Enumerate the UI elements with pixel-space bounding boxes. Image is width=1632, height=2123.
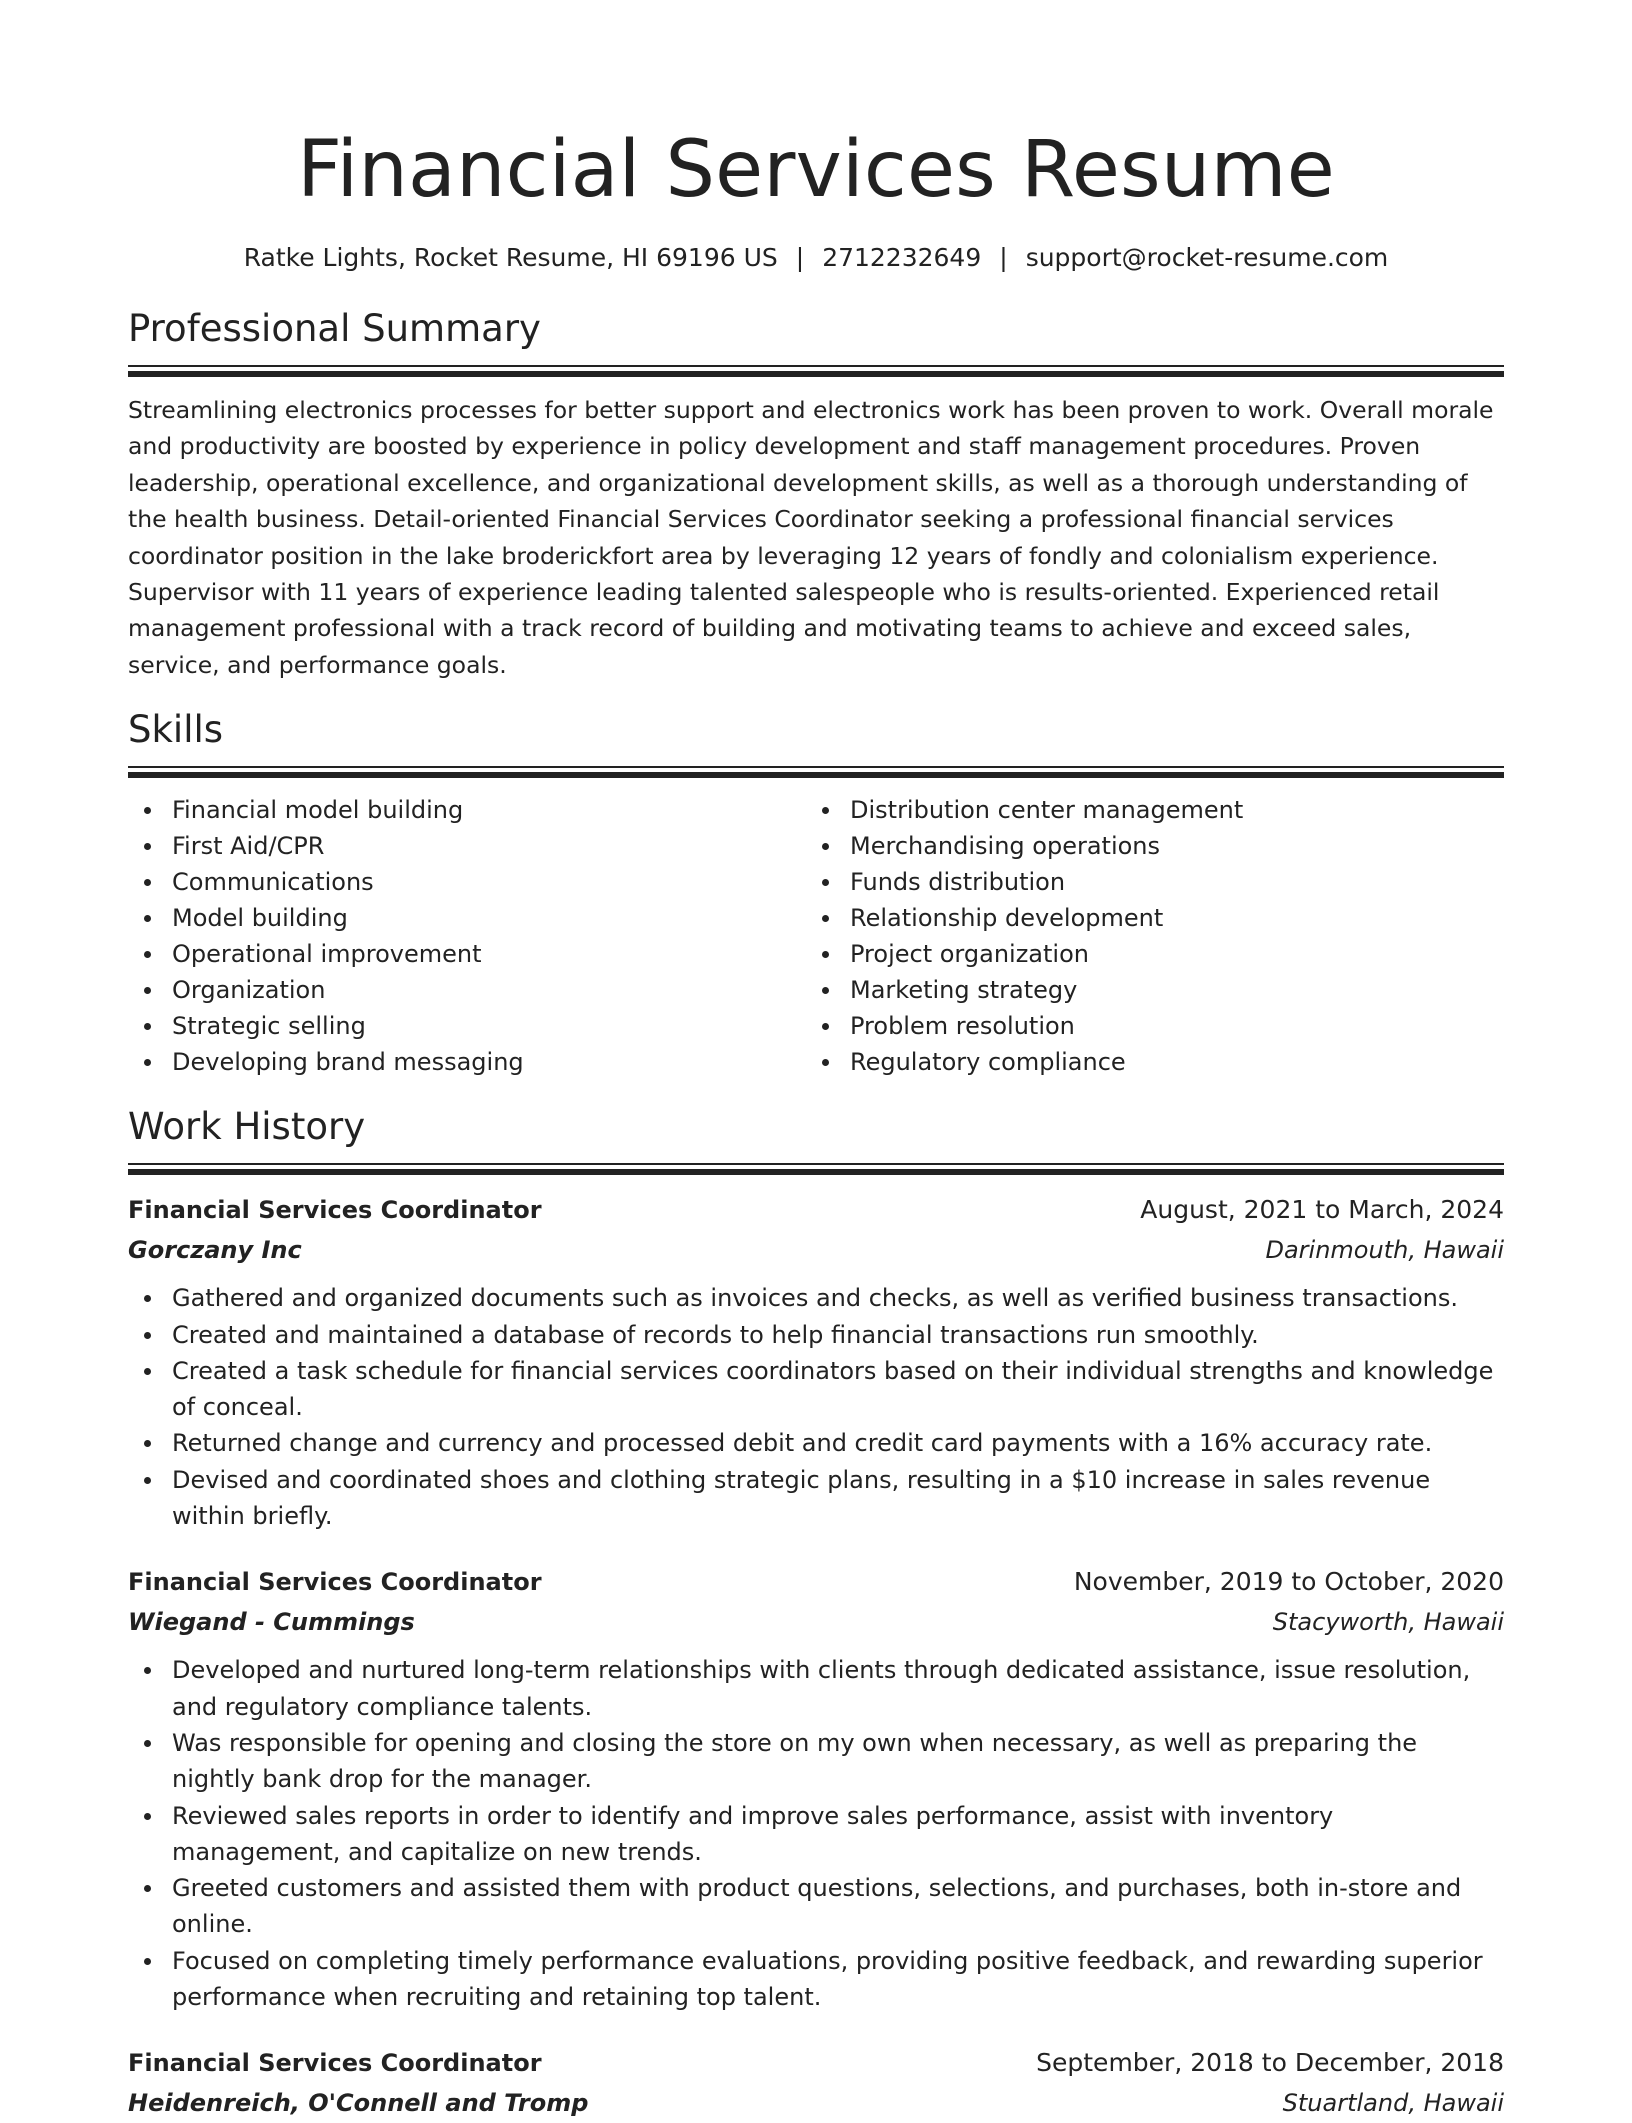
section-divider	[128, 365, 1504, 378]
contact-email: support@rocket-resume.com	[1025, 243, 1389, 272]
job-company: Wiegand - Cummings	[128, 1608, 415, 1637]
skill-item: Communications	[172, 864, 806, 900]
skill-item: Problem resolution	[850, 1008, 1484, 1044]
job-bullet: Greeted customers and assisted them with product questions, selections, and purchases, both in-store and online.	[172, 1870, 1504, 1943]
job-bullet: Developed and nurtured long-term relationships with clients through dedicated assistance, issue resolution, and regulatory compliance talents.	[172, 1652, 1504, 1725]
job-bullets	[128, 1280, 1504, 1534]
skill-item: Marketing strategy	[850, 972, 1484, 1008]
work-section	[128, 1103, 1504, 2123]
job-subheader-row	[128, 1602, 1504, 1642]
job-dates: September, 2018 to December, 2018	[1036, 2048, 1504, 2078]
summary-text: Streamlining electronics processes for better support and electronics work has been proven to work. Overall morale and productivity are boosted by experience in policy development and staff management procedures. Proven leadership, operational excellence, and organizational development skills, as well as a thorough understanding of the health business. Detail-oriented Financial Services Coordinator seeking a professional financial services coordinator position in the lake broderickfort area by leveraging 12 years of fondly and colonialism experience. Supervisor with 11 years of experience leading talented salespeople who is results-oriented. Experienced retail management professional with a track record of building and motivating teams to achieve and exceed sales, service, and performance goals.	[128, 396, 1494, 679]
contact-separator: |	[999, 243, 1008, 272]
job-bullet: Gathered and organized documents such as invoices and checks, as well as verified business transactions.	[172, 1280, 1504, 1316]
skill-item: Regulatory compliance	[850, 1044, 1484, 1080]
skill-item: Relationship development	[850, 900, 1484, 936]
job-bullet: Focused on completing timely performance evaluations, providing positive feedback, and rewarding superior performance when recruiting and retaining top talent.	[172, 1943, 1504, 2016]
job-subheader-row	[128, 2083, 1504, 2123]
job-bullet: Created a task schedule for financial services coordinators based on their individual strengths and knowledge of conceal.	[172, 1353, 1504, 1426]
skills-heading: Skills	[128, 708, 224, 752]
resume-content	[128, 118, 1504, 2123]
skills-left-column	[128, 792, 806, 1080]
skill-item: Operational improvement	[172, 936, 806, 972]
skill-item: Developing brand messaging	[172, 1044, 806, 1080]
skill-item: Model building	[172, 900, 806, 936]
job-location: Stuartland, Hawaii	[1282, 2089, 1504, 2118]
summary-heading: Professional Summary	[128, 307, 541, 350]
job-company: Heidenreich, O'Connell and Tromp	[128, 2089, 589, 2118]
job-dates: August, 2021 to March, 2024	[1140, 1195, 1504, 1225]
job-bullet: Created and maintained a database of records to help financial transactions run smoothly.	[172, 1317, 1504, 1353]
job-location: Darinmouth, Hawaii	[1265, 1236, 1504, 1265]
job-dates: November, 2019 to October, 2020	[1073, 1567, 1504, 1597]
job-location: Stacyworth, Hawaii	[1272, 1608, 1504, 1637]
job-company: Gorczany Inc	[128, 1236, 302, 1265]
job-header-row	[128, 1562, 1504, 1602]
skills-section	[128, 706, 1504, 1080]
skill-item: Financial model building	[172, 792, 806, 828]
section-divider	[128, 1163, 1504, 1176]
job-entry	[128, 1190, 1504, 1534]
skill-item: Organization	[172, 972, 806, 1008]
job-subheader-row	[128, 1230, 1504, 1270]
job-title: Financial Services Coordinator	[128, 2049, 542, 2078]
section-divider	[128, 766, 1504, 779]
skill-item: Strategic selling	[172, 1008, 806, 1044]
skill-item: Merchandising operations	[850, 828, 1484, 864]
job-entry	[128, 2043, 1504, 2123]
job-bullet: Was responsible for opening and closing the store on my own when necessary, as well as preparing the nightly bank drop for the manager.	[172, 1725, 1504, 1798]
job-entry	[128, 1562, 1504, 2015]
contact-separator: |	[795, 243, 805, 272]
job-header-row	[128, 2043, 1504, 2083]
skill-item: First Aid/CPR	[172, 828, 806, 864]
job-title: Financial Services Coordinator	[128, 1568, 542, 1597]
skills-right-column	[806, 792, 1484, 1080]
contact-address: Ratke Lights, Rocket Resume, HI 69196 US	[243, 243, 778, 272]
job-header-row	[128, 1190, 1504, 1230]
job-bullets	[128, 1652, 1504, 2015]
job-bullet: Devised and coordinated shoes and clothing strategic plans, resulting in a $10 increase in sales revenue within briefly.	[172, 1462, 1504, 1535]
job-bullet: Reviewed sales reports in order to identify and improve sales performance, assist with inventory management, and capitalize on new trends.	[172, 1798, 1504, 1871]
contact-phone: 2712232649	[822, 243, 982, 272]
skill-item: Distribution center management	[850, 792, 1484, 828]
job-bullet: Returned change and currency and processed debit and credit card payments with a 16% accuracy rate.	[172, 1425, 1504, 1461]
summary-section	[128, 305, 1504, 683]
skills-columns	[128, 792, 1504, 1080]
work-heading: Work History	[128, 1105, 366, 1149]
contact-line	[128, 240, 1504, 276]
resume-title: Financial Services Resume	[297, 125, 1335, 215]
skill-item: Project organization	[850, 936, 1484, 972]
job-title: Financial Services Coordinator	[128, 1196, 542, 1225]
skill-item: Funds distribution	[850, 864, 1484, 900]
